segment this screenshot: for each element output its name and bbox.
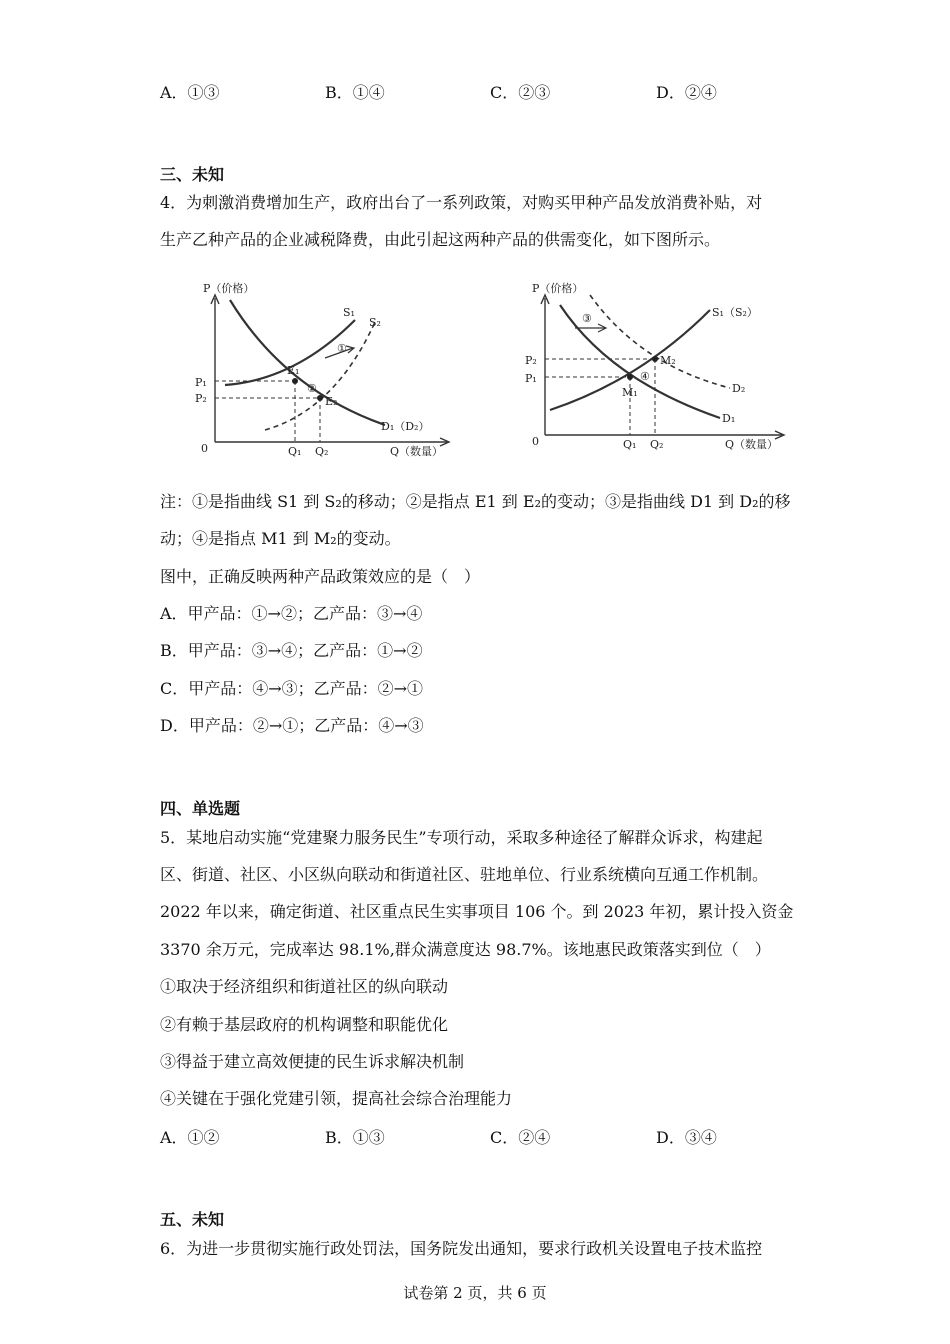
q5-line3: 2022 年以来，确定街道、社区重点民生实事项目 106 个。到 2023 年初，累计投入资金 xyxy=(160,902,794,921)
section4-title: 四、单选题 xyxy=(160,799,241,818)
chart2-ytick-p2: P₂ xyxy=(525,354,537,367)
q5-statement-2: ②有赖于基层政府的机构调整和职能优化 xyxy=(160,1015,449,1034)
chart2-curve-d2 xyxy=(590,295,730,388)
q5-option-a[interactable]: A．①② xyxy=(160,1128,220,1147)
q4-stem-line2: 生产乙种产品的企业减税降费，由此引起这两种产品的供需变化，如下图所示。 xyxy=(160,230,721,249)
chart1-ytick-p1: P₁ xyxy=(195,376,207,389)
chart1-marker-2: ② xyxy=(307,382,317,395)
q3-option-b[interactable]: B．①④ xyxy=(325,83,385,102)
q3-options xyxy=(160,80,860,104)
q3-option-d[interactable]: D．②④ xyxy=(656,83,717,102)
q4-option-c[interactable]: C．甲产品：④→③；乙产品：②→① xyxy=(160,679,424,698)
chart2-ylabel: P（价格） xyxy=(532,282,584,295)
chart1-origin: 0 xyxy=(201,442,208,455)
chart2-xtick-q1: Q₁ xyxy=(623,438,637,451)
chart2-label-m2: M₂ xyxy=(660,354,676,367)
chart1-label-e1: E₁ xyxy=(287,364,300,377)
chart1-point-e1 xyxy=(292,378,298,384)
q5-line1: 5．某地启动实施“党建聚力服务民生”专项行动，采取多种途径了解群众诉求，构建起 xyxy=(160,828,763,847)
chart1-point-e2 xyxy=(317,395,323,401)
q4-option-d[interactable]: D．甲产品：②→①；乙产品：④→③ xyxy=(160,716,424,735)
q5-statement-1: ①取决于经济组织和街道社区的纵向联动 xyxy=(160,977,449,996)
q5-line4: 3370 余万元，完成率达 98.1%,群众满意度达 98.7%。该地惠民政策落实到位（ ） xyxy=(160,940,771,959)
chart1-xlabel: Q（数量） xyxy=(390,445,444,458)
q5-statement-3: ③得益于建立高效便捷的民生诉求解决机制 xyxy=(160,1052,465,1071)
supply-demand-chart-1 xyxy=(185,280,475,465)
q4-question: 图中，正确反映两种产品政策效应的是（ ） xyxy=(160,567,481,586)
chart2-label-m1: M₁ xyxy=(622,386,638,399)
chart1-ytick-p2: P₂ xyxy=(195,392,207,405)
chart2-xtick-q2: Q₂ xyxy=(650,438,664,451)
q5-line2: 区、街道、社区、小区纵向联动和街道社区、驻地单位、行业系统横向互通工作机制。 xyxy=(160,865,769,884)
page-footer: 试卷第 2 页，共 6 页 xyxy=(403,1284,547,1302)
q3-option-a[interactable]: A．①③ xyxy=(160,83,220,102)
chart2-origin: 0 xyxy=(532,435,539,448)
q6-line1: 6．为进一步贯彻实施行政处罚法，国务院发出通知，要求行政机关设置电子技术监控 xyxy=(160,1239,763,1258)
q5-statement-4: ④关键在于强化党建引领，提高社会综合治理能力 xyxy=(160,1089,513,1108)
chart2-label-s: S₁（S₂） xyxy=(712,306,758,319)
q4-option-a[interactable]: A．甲产品：①→②；乙产品：③→④ xyxy=(160,604,423,623)
chart1-label-s1: S₁ xyxy=(343,306,355,319)
chart2-marker-3: ③ xyxy=(582,312,592,325)
chart1-xtick-q2: Q₂ xyxy=(315,445,329,458)
q5-option-b[interactable]: B．①③ xyxy=(325,1128,385,1147)
chart2-point-m2 xyxy=(652,356,658,362)
chart1-marker-1: ① xyxy=(337,342,347,355)
chart1-label-d: D₁（D₂） xyxy=(381,420,430,433)
chart2-ytick-p1: P₁ xyxy=(525,372,537,385)
chart2-label-d1: D₁ xyxy=(722,412,736,425)
q4-option-b[interactable]: B．甲产品：③→④；乙产品：①→② xyxy=(160,641,423,660)
q4-stem-line1: 4．为刺激消费增加生产，政府出台了一系列政策，对购买甲种产品发放消费补贴，对 xyxy=(160,193,763,212)
chart1-label-s2: S₂ xyxy=(369,316,381,329)
chart1-xtick-q1: Q₁ xyxy=(288,445,302,458)
q4-note-line1: 注：①是指曲线 S1 到 S₂的移动；②是指点 E1 到 E₂的变动；③是指曲线 D1 到 D₂的移 xyxy=(160,492,791,511)
q3-option-c[interactable]: C．②③ xyxy=(490,83,551,102)
chart1-curve-d1 xyxy=(230,300,385,425)
chart1-label-e2: E₂ xyxy=(325,395,338,408)
chart2-point-m1 xyxy=(627,374,633,380)
q5-option-c[interactable]: C．②④ xyxy=(490,1128,551,1147)
section5-title: 五、未知 xyxy=(160,1210,225,1229)
chart2-marker-4: ④ xyxy=(640,370,650,383)
chart2-label-d2: D₂ xyxy=(732,382,746,395)
supply-demand-chart-2 xyxy=(520,280,810,465)
q4-note-line2: 动；④是指点 M1 到 M₂的变动。 xyxy=(160,529,401,548)
chart2-xlabel: Q（数量） xyxy=(725,438,779,451)
chart1-ylabel: P（价格） xyxy=(203,282,255,295)
q5-options xyxy=(160,1125,860,1149)
q5-option-d[interactable]: D．③④ xyxy=(656,1128,717,1147)
section3-title: 三、未知 xyxy=(160,165,225,184)
